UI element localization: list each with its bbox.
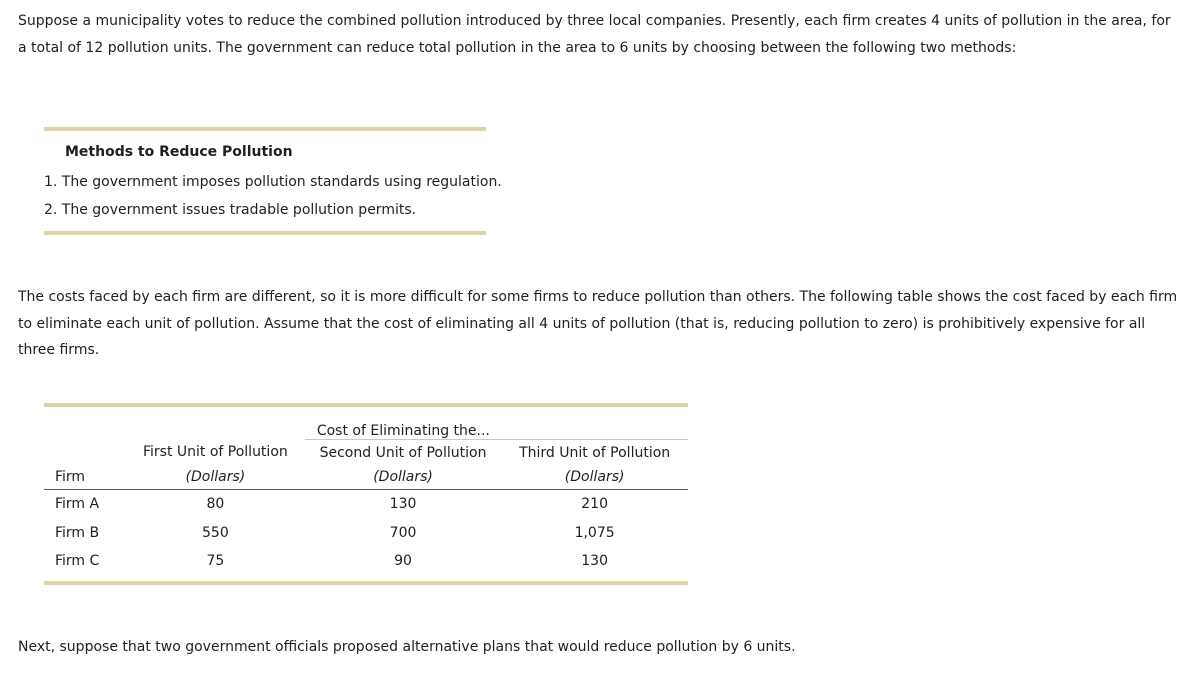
table-row (44, 490, 688, 519)
firm-header: Firm (44, 465, 126, 490)
table-row (44, 519, 688, 548)
methods-list (44, 170, 502, 226)
cost-cell: 80 (206, 496, 225, 513)
methods-box-top-rule (44, 127, 486, 131)
col-unit-first: (Dollars) (126, 465, 305, 490)
cost-cell: 210 (581, 496, 608, 513)
intro-paragraph: Suppose a municipality votes to reduce the combined pollution introduced by three local companies. Presently, each firm creates 4 units of pollution in the area, for a total of 12 pollution units. The government can reduce total pollution in the area to 6 units by choosing between the following two methods: (18, 13, 1171, 56)
closing-paragraph: Next, suppose that two government officials proposed alternative plans that would reduce pollution by 6 units. (18, 639, 796, 655)
cost-cell: 550 (202, 524, 229, 541)
col-unit-second: (Dollars) (305, 465, 501, 490)
cost-table (44, 412, 688, 576)
cost-cell: 130 (389, 496, 417, 513)
firm-name: Firm C (55, 553, 100, 570)
costs-paragraph: The costs faced by each firm are different, so it is more difficult for some firms to reduce pollution than others. The following table shows the cost faced by each firm to eliminate each unit of pollution. Assume that the cost of eliminating all 4 units of pollution (that is, reducing pollution to zero) is prohibitively expensive for all three firms. (18, 289, 1178, 358)
table-top-rule (44, 403, 688, 407)
span-header: Cost of Eliminating the... (305, 412, 688, 440)
cost-cell: 700 (389, 524, 417, 541)
table-bottom-rule (44, 581, 688, 585)
cost-cell: 75 (206, 553, 225, 570)
firm-name: Firm A (55, 496, 100, 513)
col-header-second: Second Unit of Pollution (319, 444, 487, 461)
methods-box-title: Methods to Reduce Pollution (65, 144, 293, 160)
col-header-first: First Unit of Pollution (142, 444, 288, 461)
cost-cell: 1,075 (574, 524, 615, 541)
table-row (44, 547, 688, 576)
cost-cell: 90 (394, 553, 412, 570)
method-item-1: 1. The government imposes pollution standards using regulation. (44, 174, 502, 190)
col-unit-third: (Dollars) (501, 465, 688, 490)
col-header-third: Third Unit of Pollution (519, 444, 671, 461)
firm-name: Firm B (55, 524, 100, 541)
methods-box-bottom-rule (44, 231, 486, 235)
cost-cell: 130 (581, 553, 608, 570)
method-item-2: 2. The government issues tradable pollution permits. (44, 202, 417, 218)
